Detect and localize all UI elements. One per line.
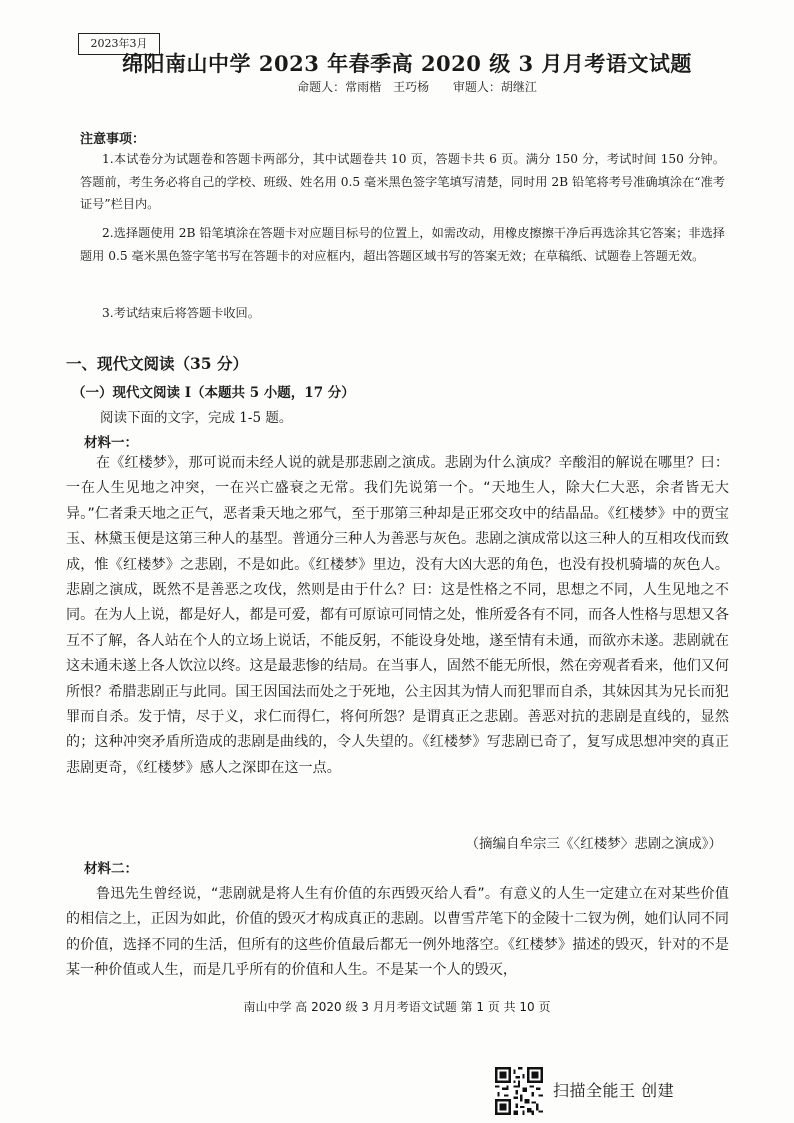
reading-instruction: 阅读下面的文字，完成 1-5 题。 bbox=[100, 410, 293, 426]
notice-heading: 注意事项： bbox=[80, 132, 146, 147]
qr-code-icon bbox=[495, 1067, 543, 1115]
material2-label: 材料二： bbox=[84, 861, 138, 877]
subsection-title: （一）现代文阅读 I（本题共 5 小题，17 分） bbox=[72, 385, 355, 401]
notice-item-1: 1.本试卷分为试题卷和答题卡两部分，其中试题卷共 10 页，答题卡共 6 页。满分 150 分，考试时间 150 分钟。答题前，考生务必将自己的学校、班级、姓名用 0.5 毫米黑色签字笔填写清楚，同时用 2B 铅笔将考号准确填涂在“准考证号”栏目内。 bbox=[80, 152, 725, 211]
reviewer-label: 审题人：胡继江 bbox=[452, 80, 537, 94]
material1-source: （摘编自牟宗三《〈红楼梦〉悲剧之演成》） bbox=[465, 836, 722, 852]
authors-line bbox=[0, 78, 794, 95]
material1-label: 材料一： bbox=[84, 435, 138, 451]
date-box: 2023年3月 bbox=[78, 33, 160, 55]
section-title: 一、现代文阅读（35 分） bbox=[66, 354, 248, 373]
notice-item-2: 2.选择题使用 2B 铅笔填涂在答题卡对应题目标号的位置上，如需改动，用橡皮擦擦干净后再选涂其它答案；非选择题用 0.5 毫米黑色签字笔书写在答题卡的对应框内，超出答题区域书写的答案无效；在草稿纸、试题卷上答题无效。 bbox=[80, 226, 725, 263]
material1-text: 在《红楼梦》，那可说而未经人说的就是那悲剧之演成。悲剧为什么演成？辛酸泪的解说在哪里？曰：一在人生见地之冲突，一在兴亡盛衰之无常。我们先说第一个。“天地生人，除大仁大恶，余者皆无大异。”仁者秉天地之正气，恶者秉天地之邪气，至于那第三种却是正邪交攻中的结晶品。《红楼梦》中的贾宝玉、林黛玉便是这第三种人的基型。普通分三种人为善恶与灰色。悲剧之演成常以这三种人的互相攻伐而致成，惟《红楼梦》之悲剧，不是如此。《红楼梦》里边，没有大凶大恶的角色，也没有投机骑墙的灰色人。悲剧之演成，既然不是善恶之攻伐，然则是由于什么？曰：这是性格之不同，思想之不同，人生见地之不同。在为人上说，都是好人，都是可爱，都有可原谅可同情之处，惟所爱各有不同，而各人性格与思想又各互不了解，各人站在个人的立场上说话，不能反躬，不能设身处地，遂至情有未通，而欲亦未遂。悲剧就在这未通未遂上各人饮泣以终。这是最悲惨的结局。在当事人，固然不能无所恨，然在旁观者看来，他们又何所恨？希腊悲剧正与此同。国王因国法而处之于死地，公主因其为情人而犯罪而自杀，其妹因其为兄长而犯罪而自杀。发于情，尽于义，求仁而得仁，将何所怨？是谓真正之悲剧。善恶对抗的悲剧是直线的，显然的；这种冲突矛盾所造成的悲剧是曲线的，令人失望的。《红楼梦》写悲剧已奇了，复写成思想冲突的真正悲剧更奇，《红楼梦》感人之深即在这一点。 bbox=[66, 455, 729, 776]
material2-text: 鲁迅先生曾经说，“悲剧就是将人生有价值的东西毁灭给人看”。有意义的人生一定建立在对某些价值的相信之上，正因为如此，价值的毁灭才构成真正的悲剧。以曹雪芹笔下的金陵十二钗为例，她们认同不同的价值，选择不同的生活，但所有的这些价值最后都无一例外地落空。《红楼梦》描述的毁灭，针对的不是某一种价值或人生，而是几乎所有的价值和人生。不是某一个人的毁灭， bbox=[66, 886, 729, 979]
scanner-watermark: 扫描全能王 创建 bbox=[553, 1081, 675, 1100]
setters-label: 命题人：常雨楷 王巧杨 bbox=[297, 80, 430, 94]
exam-title: 绵阳南山中学 2023 年春季高 2020 级 3 月月考语文试题 bbox=[122, 51, 692, 76]
notice-item-3: 3.考试结束后将答题卡收回。 bbox=[102, 306, 260, 320]
page-footer: 南山中学 高 2020 级 3 月月考语文试题 第 1 页 共 10 页 bbox=[243, 1000, 551, 1014]
